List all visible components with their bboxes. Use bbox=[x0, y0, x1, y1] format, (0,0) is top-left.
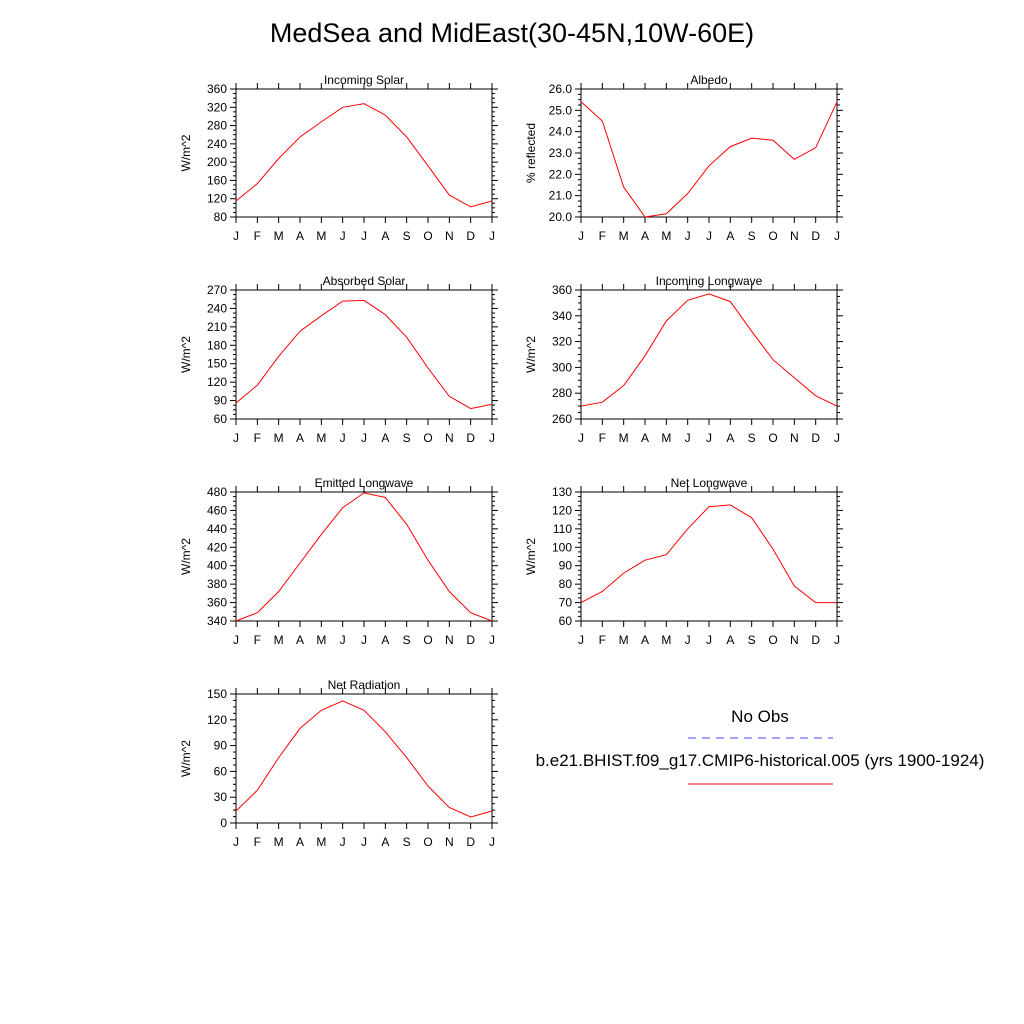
y-tick-label: 90 bbox=[213, 393, 227, 408]
x-tick-label: A bbox=[640, 633, 650, 647]
series-line bbox=[236, 701, 492, 817]
y-tick-label: 150 bbox=[206, 687, 227, 701]
chart-panel bbox=[524, 274, 843, 445]
y-tick-label: 180 bbox=[206, 338, 227, 353]
x-tick-label: M bbox=[316, 633, 327, 647]
chart-title: Net Longwave bbox=[670, 476, 748, 490]
x-tick-label: J bbox=[578, 431, 584, 445]
plot-frame bbox=[236, 492, 492, 621]
x-tick-label: A bbox=[381, 633, 390, 647]
x-tick-label: M bbox=[316, 229, 327, 243]
series-line bbox=[581, 505, 837, 603]
y-tick-label: 300 bbox=[551, 360, 572, 375]
x-tick-label: M bbox=[273, 633, 284, 647]
y-tick-label: 20.0 bbox=[548, 210, 572, 224]
x-tick-label: D bbox=[466, 229, 476, 243]
y-tick-label: 22.0 bbox=[548, 167, 572, 182]
y-tick-label: 160 bbox=[206, 173, 227, 188]
y-tick-label: 120 bbox=[551, 503, 572, 518]
x-tick-label: J bbox=[684, 633, 691, 647]
chart-title: Net Radiation bbox=[327, 678, 401, 692]
chart-title: Incoming Longwave bbox=[655, 274, 763, 288]
x-tick-label: A bbox=[295, 229, 305, 243]
x-tick-label: M bbox=[316, 431, 327, 445]
y-tick-label: 360 bbox=[551, 283, 572, 297]
x-tick-label: D bbox=[811, 633, 821, 647]
chart-panel bbox=[179, 274, 498, 445]
x-tick-label: O bbox=[423, 633, 433, 647]
y-tick-label: 340 bbox=[206, 614, 227, 628]
x-tick-label: D bbox=[466, 835, 476, 849]
y-tick-label: 420 bbox=[206, 540, 227, 555]
x-tick-label: O bbox=[768, 431, 778, 445]
x-tick-label: O bbox=[423, 431, 433, 445]
y-tick-label: 480 bbox=[206, 485, 227, 499]
y-tick-label: 24.0 bbox=[548, 124, 572, 139]
x-tick-label: M bbox=[661, 633, 672, 647]
x-tick-label: O bbox=[423, 229, 433, 243]
x-tick-label: J bbox=[834, 633, 840, 647]
x-tick-label: D bbox=[466, 633, 476, 647]
y-tick-label: 400 bbox=[206, 558, 227, 573]
x-tick-label: J bbox=[361, 835, 367, 849]
chart-panel bbox=[179, 678, 498, 849]
x-tick-label: J bbox=[684, 229, 691, 243]
y-tick-label: 280 bbox=[551, 386, 572, 401]
x-tick-label: J bbox=[706, 431, 712, 445]
y-tick-label: 380 bbox=[206, 577, 227, 592]
chart-title: Absorbed Solar bbox=[322, 274, 406, 288]
x-tick-label: A bbox=[295, 835, 305, 849]
x-tick-label: F bbox=[253, 229, 262, 243]
x-tick-label: J bbox=[339, 431, 346, 445]
y-tick-label: 80 bbox=[213, 210, 227, 224]
x-tick-label: M bbox=[273, 835, 284, 849]
plot-frame bbox=[581, 290, 837, 419]
x-tick-label: M bbox=[273, 229, 284, 243]
x-tick-label: N bbox=[444, 835, 454, 849]
y-tick-label: 110 bbox=[552, 521, 572, 536]
x-tick-label: S bbox=[747, 431, 756, 445]
y-tick-label: 90 bbox=[558, 558, 572, 573]
x-tick-label: M bbox=[661, 229, 672, 243]
x-tick-label: A bbox=[381, 835, 390, 849]
x-tick-label: O bbox=[768, 229, 778, 243]
x-tick-label: S bbox=[402, 229, 411, 243]
chart-panel bbox=[524, 73, 843, 243]
x-tick-label: F bbox=[598, 431, 607, 445]
chart-panel bbox=[179, 73, 498, 243]
x-tick-label: J bbox=[489, 229, 495, 243]
y-tick-label: 150 bbox=[206, 356, 227, 371]
x-tick-label: J bbox=[233, 633, 239, 647]
y-tick-label: 280 bbox=[206, 118, 227, 133]
x-tick-label: O bbox=[768, 633, 778, 647]
x-tick-label: F bbox=[253, 835, 262, 849]
x-tick-label: J bbox=[706, 229, 712, 243]
y-tick-label: 60 bbox=[558, 614, 572, 628]
x-tick-label: N bbox=[444, 633, 454, 647]
x-tick-label: S bbox=[402, 431, 411, 445]
y-axis-label: W/m^2 bbox=[179, 538, 193, 575]
x-tick-label: S bbox=[402, 633, 411, 647]
x-tick-label: N bbox=[444, 229, 454, 243]
x-tick-label: J bbox=[489, 431, 495, 445]
x-tick-label: F bbox=[598, 229, 607, 243]
x-tick-label: M bbox=[618, 431, 629, 445]
y-axis-label: W/m^2 bbox=[179, 740, 193, 777]
x-tick-label: S bbox=[747, 633, 756, 647]
x-tick-label: N bbox=[789, 633, 799, 647]
y-tick-label: 120 bbox=[206, 191, 227, 206]
x-tick-label: M bbox=[316, 835, 327, 849]
y-tick-label: 130 bbox=[551, 485, 572, 499]
x-tick-label: A bbox=[726, 431, 735, 445]
x-tick-label: A bbox=[640, 229, 650, 243]
x-tick-label: S bbox=[402, 835, 411, 849]
y-tick-label: 360 bbox=[206, 595, 227, 610]
x-tick-label: J bbox=[578, 229, 584, 243]
x-tick-label: A bbox=[381, 431, 390, 445]
y-tick-label: 320 bbox=[206, 100, 227, 115]
x-tick-label: A bbox=[726, 229, 735, 243]
x-tick-label: A bbox=[381, 229, 390, 243]
legend bbox=[536, 707, 985, 784]
series-line bbox=[581, 294, 837, 406]
y-tick-label: 26.0 bbox=[548, 82, 572, 96]
x-tick-label: J bbox=[361, 431, 367, 445]
x-tick-label: S bbox=[747, 229, 756, 243]
y-tick-label: 100 bbox=[551, 540, 572, 555]
x-tick-label: N bbox=[789, 229, 799, 243]
y-tick-label: 200 bbox=[206, 155, 227, 170]
y-tick-label: 0 bbox=[220, 816, 227, 830]
x-tick-label: A bbox=[295, 633, 305, 647]
chart-title: Albedo bbox=[690, 73, 728, 87]
y-tick-label: 23.0 bbox=[548, 146, 572, 160]
x-tick-label: F bbox=[253, 431, 262, 445]
x-tick-label: J bbox=[684, 431, 691, 445]
y-axis-label: W/m^2 bbox=[179, 134, 193, 172]
x-tick-label: A bbox=[295, 431, 305, 445]
x-tick-label: J bbox=[578, 633, 584, 647]
x-tick-label: J bbox=[489, 633, 495, 647]
y-tick-label: 240 bbox=[206, 301, 227, 316]
y-tick-label: 90 bbox=[213, 738, 227, 753]
x-tick-label: A bbox=[726, 633, 735, 647]
x-tick-label: F bbox=[598, 633, 607, 647]
y-tick-label: 30 bbox=[213, 790, 227, 805]
y-tick-label: 25.0 bbox=[548, 103, 572, 118]
y-axis-label: W/m^2 bbox=[524, 538, 538, 575]
series-line bbox=[236, 300, 492, 408]
x-tick-label: O bbox=[423, 835, 433, 849]
figure-title: MedSea and MidEast(30-45N,10W-60E) bbox=[269, 18, 755, 48]
x-tick-label: M bbox=[661, 431, 672, 445]
x-tick-label: M bbox=[273, 431, 284, 445]
chart-panel bbox=[524, 476, 843, 647]
x-tick-label: F bbox=[253, 633, 262, 647]
y-tick-label: 60 bbox=[213, 764, 227, 779]
chart-title: Emitted Longwave bbox=[314, 476, 414, 490]
chart-panel bbox=[179, 476, 498, 647]
plot-frame bbox=[581, 89, 837, 217]
x-tick-label: A bbox=[640, 431, 650, 445]
x-tick-label: J bbox=[361, 633, 367, 647]
x-tick-label: J bbox=[233, 229, 239, 243]
y-tick-label: 80 bbox=[558, 577, 572, 592]
y-axis-label: W/m^2 bbox=[179, 336, 193, 373]
x-tick-label: J bbox=[339, 229, 346, 243]
x-tick-label: J bbox=[834, 229, 840, 243]
y-tick-label: 360 bbox=[206, 82, 227, 96]
x-tick-label: N bbox=[444, 431, 454, 445]
x-tick-label: J bbox=[834, 431, 840, 445]
y-tick-label: 240 bbox=[206, 136, 227, 151]
x-tick-label: J bbox=[233, 431, 239, 445]
x-tick-label: M bbox=[618, 229, 629, 243]
x-tick-label: J bbox=[233, 835, 239, 849]
x-tick-label: N bbox=[789, 431, 799, 445]
y-axis-label: % reflected bbox=[524, 122, 538, 184]
y-tick-label: 340 bbox=[551, 308, 572, 323]
x-tick-label: J bbox=[361, 229, 367, 243]
legend-obs-label: No Obs bbox=[731, 707, 789, 726]
y-tick-label: 440 bbox=[206, 521, 227, 536]
x-tick-label: M bbox=[618, 633, 629, 647]
x-tick-label: J bbox=[489, 835, 495, 849]
x-tick-label: J bbox=[339, 835, 346, 849]
x-tick-label: J bbox=[706, 633, 712, 647]
y-axis-label: W/m^2 bbox=[524, 336, 538, 373]
y-tick-label: 60 bbox=[213, 412, 227, 426]
series-line bbox=[236, 493, 492, 621]
y-tick-label: 320 bbox=[551, 334, 572, 349]
x-tick-label: D bbox=[811, 229, 821, 243]
series-line bbox=[236, 104, 492, 207]
y-tick-label: 70 bbox=[558, 595, 572, 610]
y-tick-label: 120 bbox=[206, 375, 227, 390]
plot-frame bbox=[581, 492, 837, 621]
plot-frame bbox=[236, 290, 492, 419]
series-line bbox=[581, 102, 837, 217]
y-tick-label: 210 bbox=[206, 319, 227, 334]
chart-title: Incoming Solar bbox=[323, 73, 405, 87]
legend-model-label: b.e21.BHIST.f09_g17.CMIP6-historical.005 (yrs 1900-1924) bbox=[535, 751, 985, 770]
plot-frame bbox=[236, 694, 492, 823]
y-tick-label: 120 bbox=[206, 712, 227, 727]
y-tick-label: 260 bbox=[551, 412, 572, 426]
x-tick-label: D bbox=[466, 431, 476, 445]
x-tick-label: D bbox=[811, 431, 821, 445]
y-tick-label: 460 bbox=[206, 503, 227, 518]
y-tick-label: 21.0 bbox=[548, 188, 572, 203]
y-tick-label: 270 bbox=[206, 283, 227, 297]
x-tick-label: J bbox=[339, 633, 346, 647]
